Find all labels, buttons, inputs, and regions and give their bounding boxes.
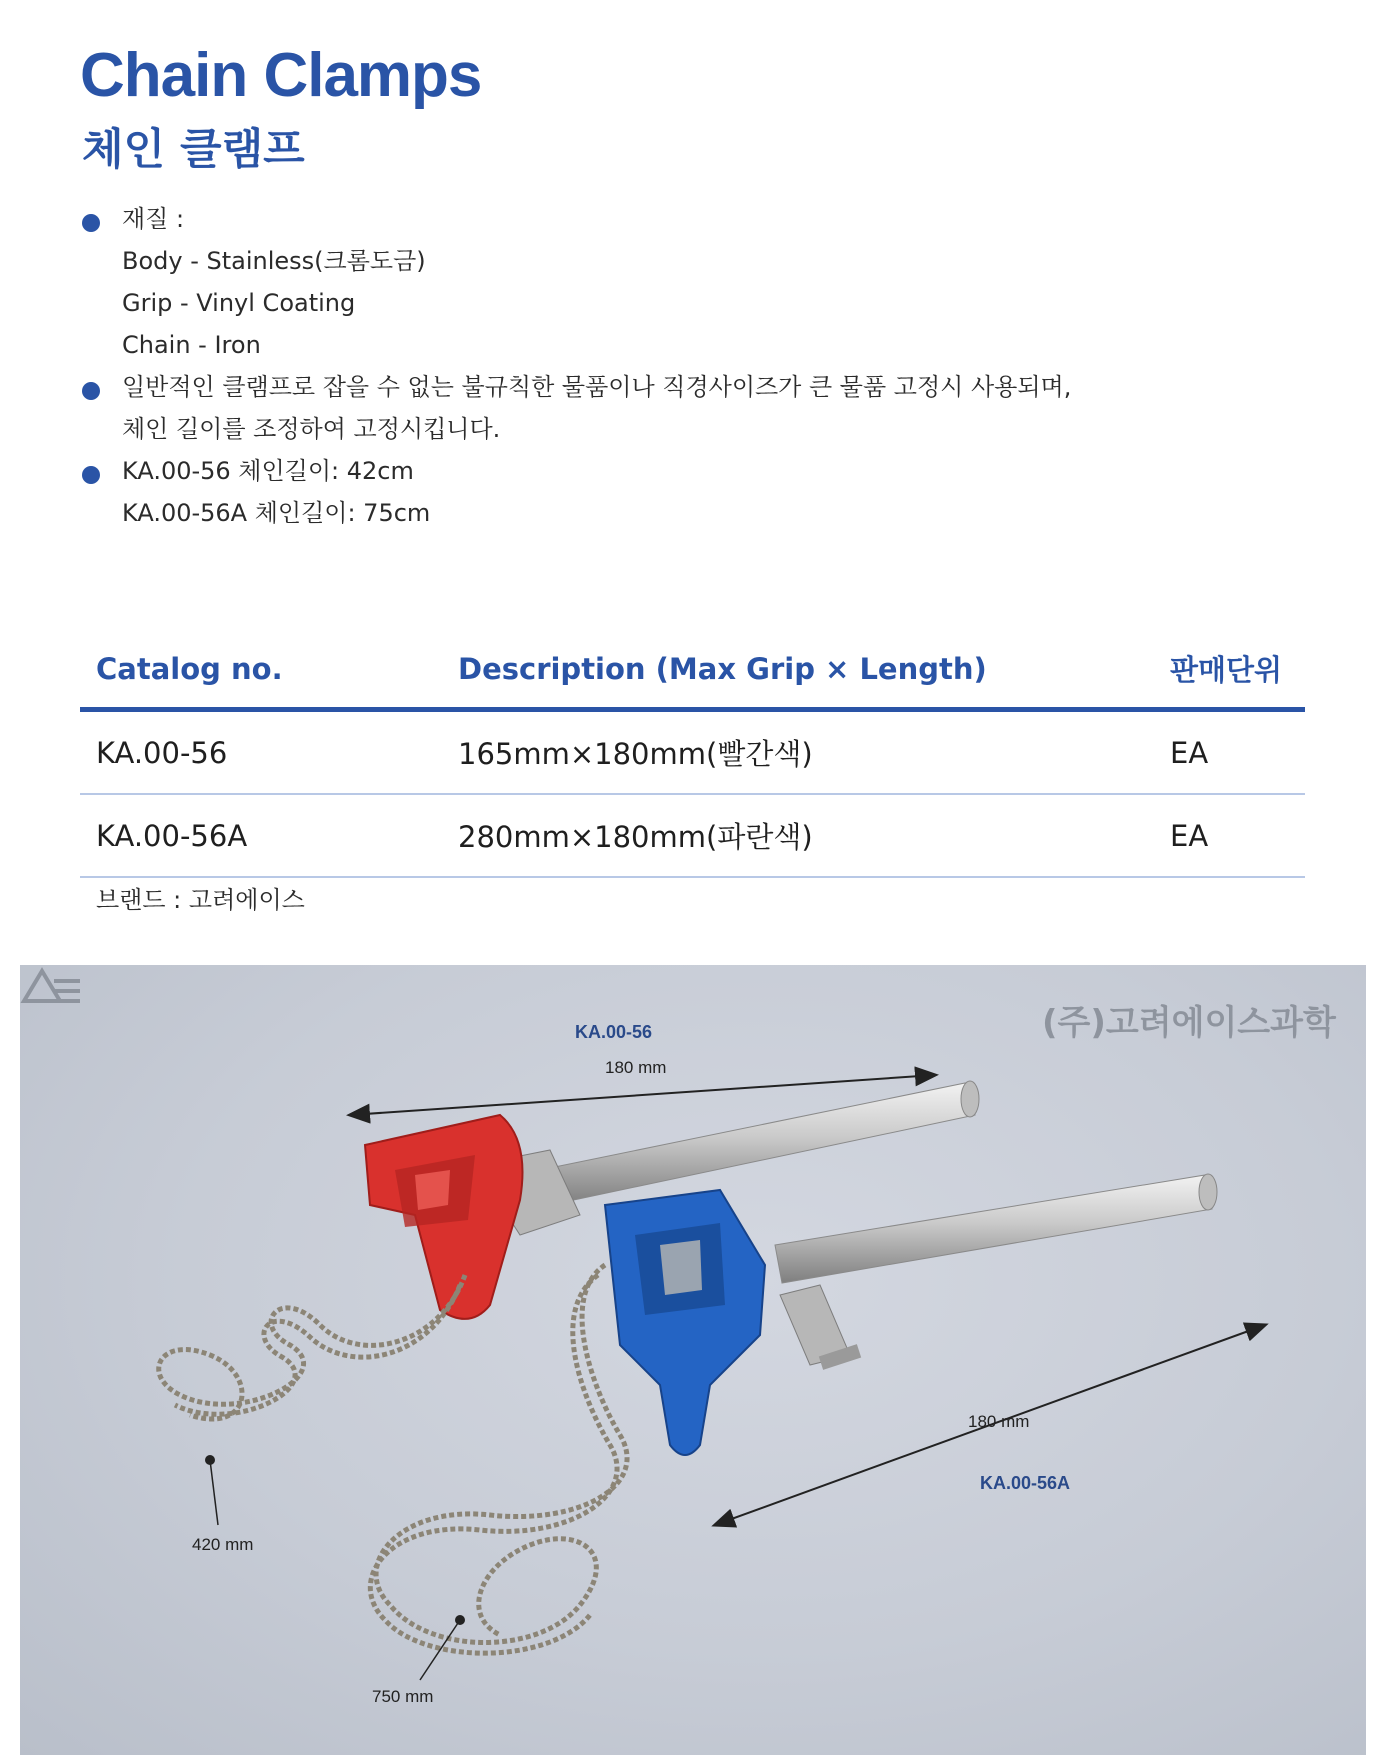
spec-line: Chain - Iron [122,331,261,359]
label-chain-blue: 750 mm [372,1687,434,1706]
cell-description: 165mm×180mm(빨간색) [442,710,1154,795]
chain-red [159,1275,465,1419]
page-title: Chain Clamps [80,41,482,110]
label-catalog-blue: KA.00-56A [980,1473,1071,1493]
spec-usage [80,366,1071,450]
cell-catalog-no: KA.00-56 [80,710,442,795]
catalog-table [80,632,1305,878]
product-photo [20,965,1366,1755]
blue-clamp [605,1174,1217,1455]
spec-line: 재질 : [122,205,185,233]
cell-catalog-no: KA.00-56A [80,794,442,877]
page-subtitle: 체인 클램프 [82,125,305,175]
label-length-blue: 180 mm [968,1412,1030,1431]
header-catalog-no: Catalog no. [80,632,442,710]
table-row [80,794,1305,877]
header-unit: 판매단위 [1154,632,1305,710]
spec-line: Body - Stainless(크롬도금) [122,247,426,275]
table-row [80,710,1305,795]
chain-blue [370,1265,627,1653]
spec-line: 체인 길이를 조정하여 고정시킵니다. [122,415,501,443]
spec-line: KA.00-56 체인길이: 42cm [122,457,414,485]
label-catalog-red: KA.00-56 [575,1022,653,1042]
label-length-red: 180 mm [605,1058,667,1077]
label-chain-red: 420 mm [192,1535,254,1554]
table-header-row [80,632,1305,710]
spec-line: Grip - Vinyl Coating [122,289,356,317]
bullet-icon [82,466,100,484]
brand-note: 브랜드 : 고려에이스 [96,886,305,914]
spec-line: KA.00-56A 체인길이: 75cm [122,499,431,527]
header-description: Description (Max Grip × Length) [442,632,1154,710]
company-watermark: (주)고려에이스과학 [1042,1003,1336,1043]
cell-unit: EA [1154,710,1305,795]
cell-description: 280mm×180mm(파란색) [442,794,1154,877]
spec-material [80,198,1071,366]
spec-line: 일반적인 클램프로 잡을 수 없는 불규칙한 물품이나 직경사이즈가 큰 물품 고정시 사용되며, [122,373,1072,401]
cell-unit: EA [1154,794,1305,877]
product-illustration [20,965,1366,1755]
spec-chain-length [80,450,1071,534]
bullet-icon [82,214,100,232]
bullet-icon [82,382,100,400]
company-logo-icon [20,965,90,1005]
spec-list [80,198,1071,534]
